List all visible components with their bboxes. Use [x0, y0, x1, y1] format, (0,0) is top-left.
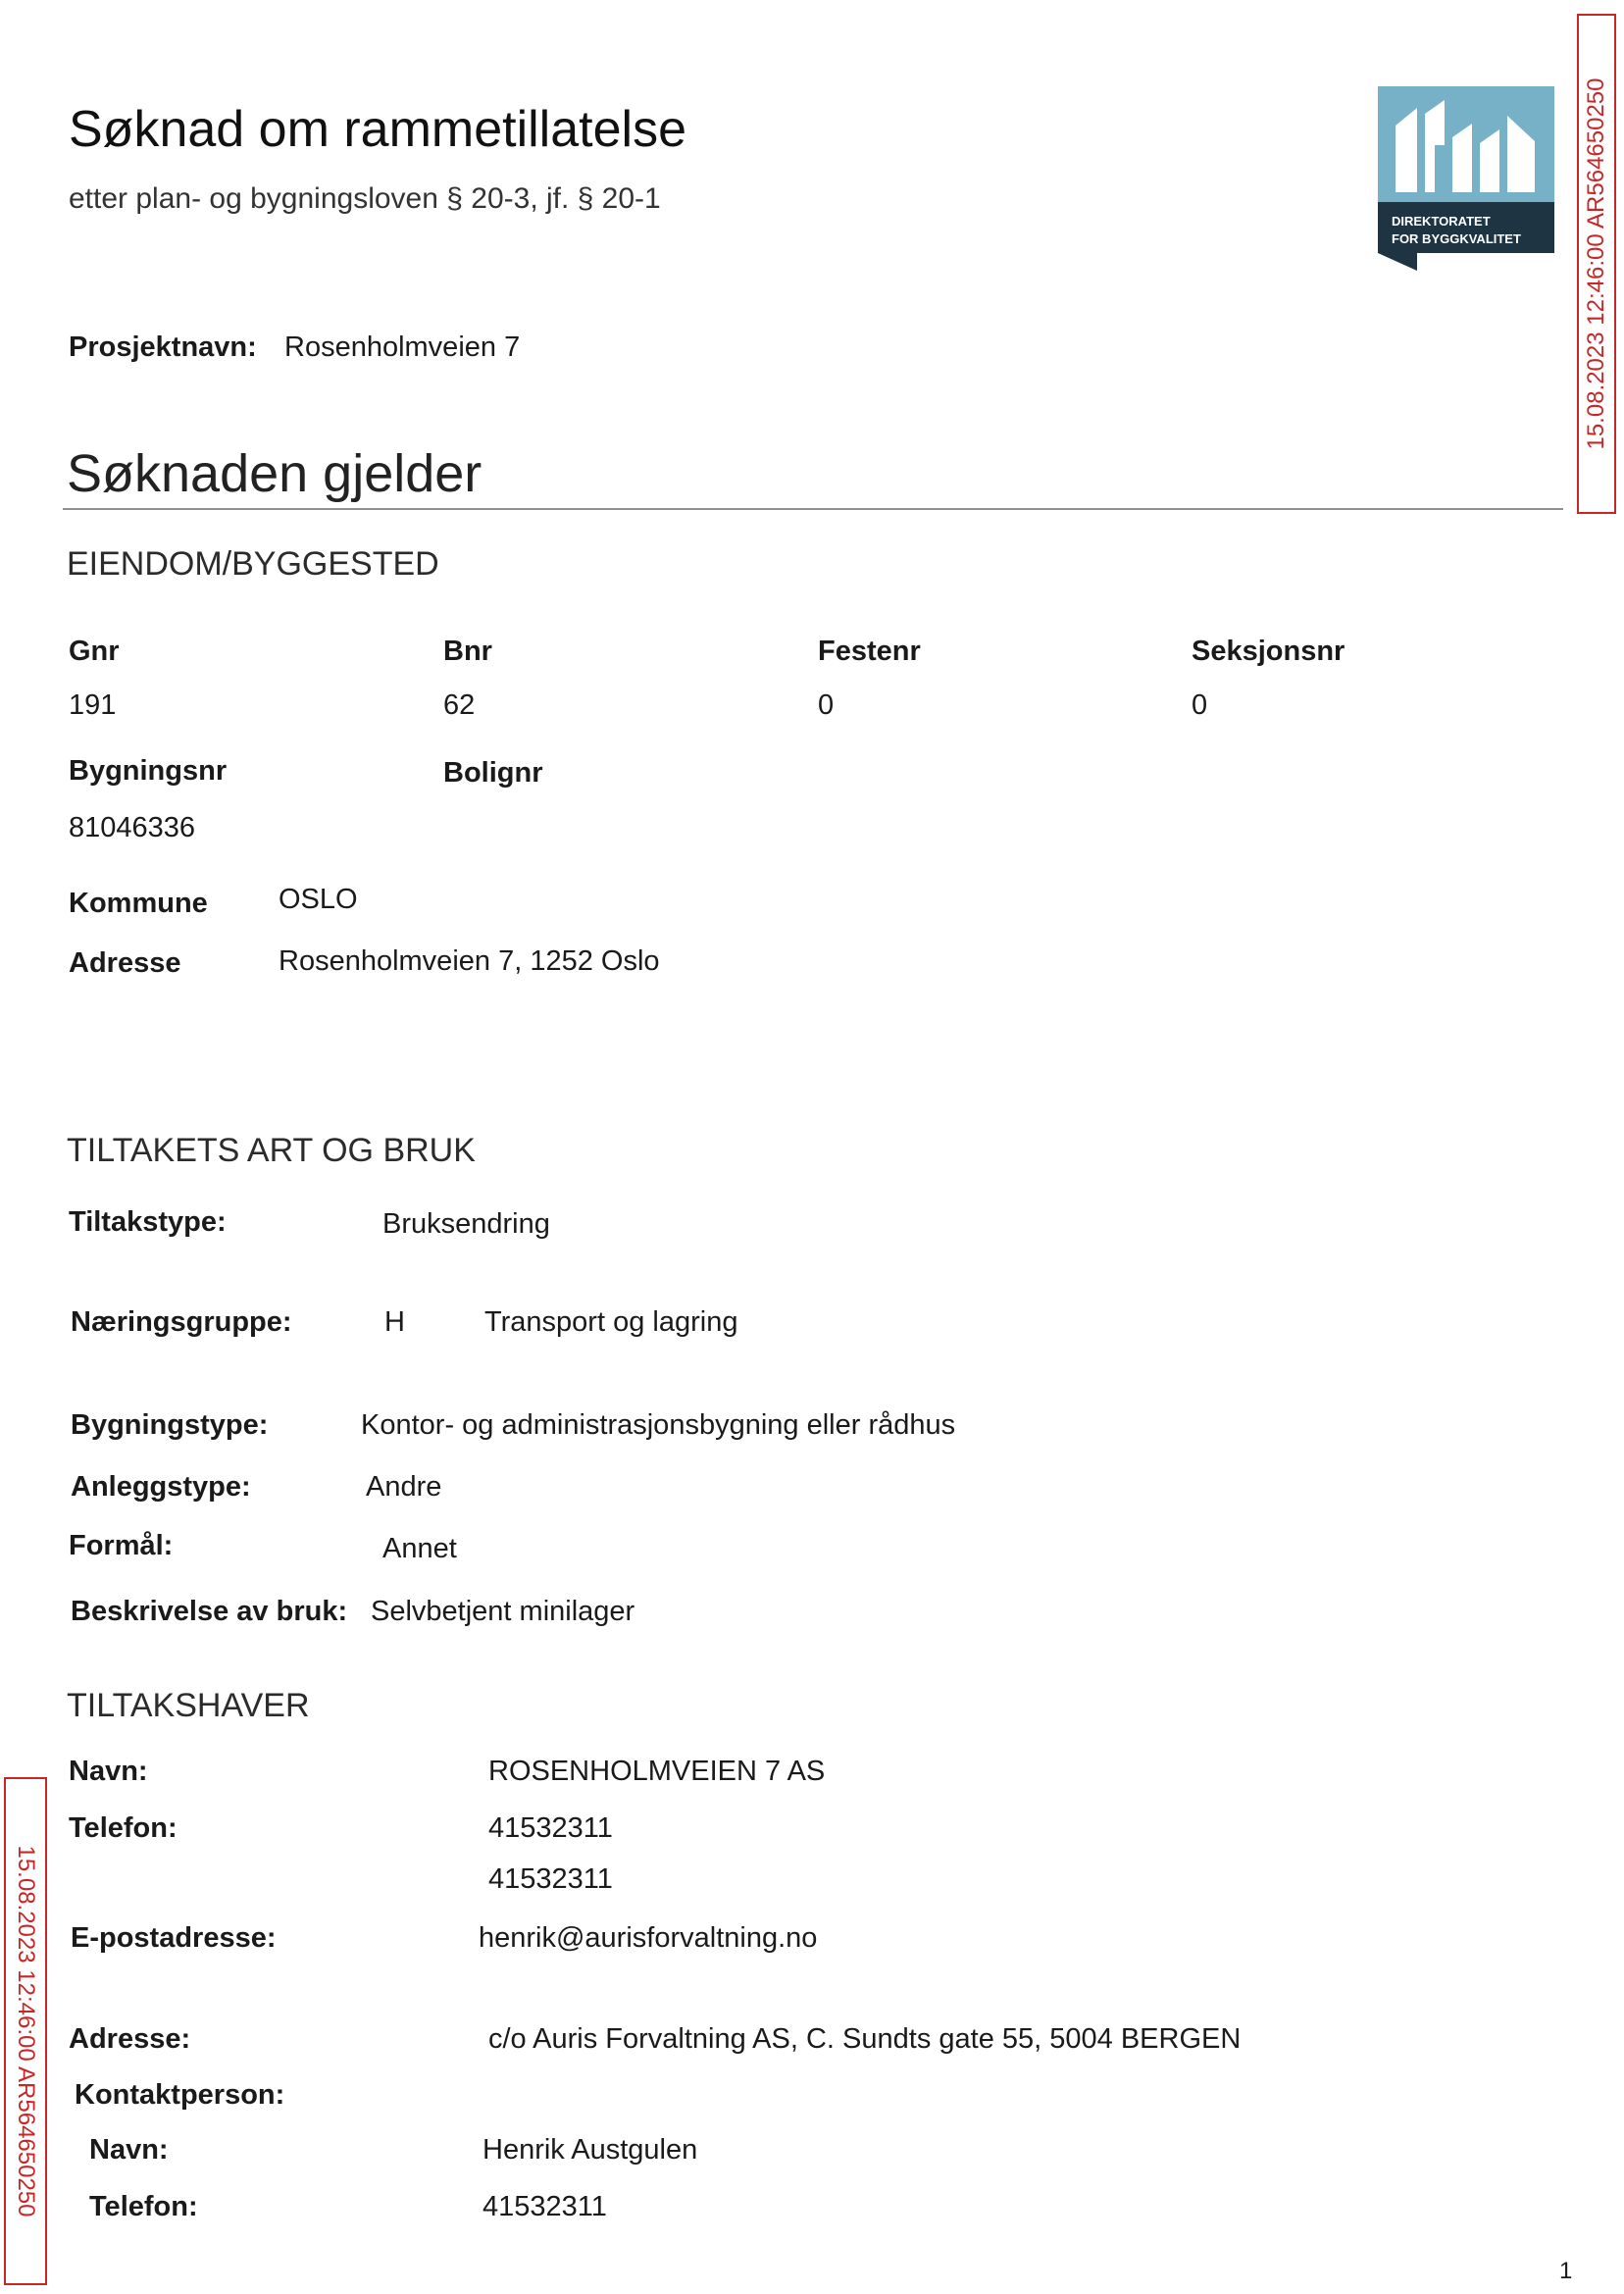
document-subtitle: etter plan- og bygningsloven § 20-3, jf. § 20-1	[69, 182, 661, 215]
timestamp-stamp-right	[1577, 14, 1616, 514]
telefon-value: 41532311	[488, 1812, 613, 1844]
festenr-value: 0	[818, 689, 835, 721]
naeringsgruppe-label: Næringsgruppe:	[71, 1306, 292, 1338]
kontakt-navn-label: Navn:	[89, 2134, 169, 2166]
bnr-label: Bnr	[443, 636, 492, 667]
seksjonsnr-value: 0	[1192, 689, 1208, 721]
bygningstype-value: Kontor- og administrasjonsbygning eller rådhus	[361, 1409, 956, 1441]
project-value: Rosenholmveien 7	[284, 331, 521, 363]
gnr-label: Gnr	[69, 636, 120, 667]
svg-text:FOR BYGGKVALITET: FOR BYGGKVALITET	[1392, 231, 1521, 246]
telefon-label: Telefon:	[69, 1812, 178, 1844]
navn-label: Navn:	[69, 1756, 148, 1787]
festenr-label: Festenr	[818, 636, 921, 667]
gnr-value: 191	[69, 689, 117, 721]
timestamp-stamp-left	[4, 1777, 47, 2285]
tiltak-heading: TILTAKETS ART OG BRUK	[67, 1132, 476, 1169]
beskrivelse-label: Beskrivelse av bruk:	[71, 1596, 348, 1627]
bygningstype-label: Bygningstype:	[71, 1409, 269, 1441]
beskrivelse-value: Selvbetjent minilager	[371, 1596, 635, 1627]
svg-text:DIREKTORATET: DIREKTORATET	[1392, 214, 1491, 229]
formal-value: Annet	[382, 1533, 457, 1564]
kontakt-navn-value: Henrik Austgulen	[482, 2134, 698, 2166]
kontakt-telefon-value: 41532311	[482, 2191, 607, 2222]
dibk-logo	[1378, 86, 1554, 278]
naeringsgruppe-value: Transport og lagring	[484, 1306, 738, 1338]
navn-value: ROSENHOLMVEIEN 7 AS	[488, 1756, 826, 1787]
property-heading: EIENDOM/BYGGESTED	[67, 545, 439, 583]
dibk-logo-icon	[1378, 86, 1554, 278]
anleggstype-value: Andre	[366, 1471, 442, 1503]
tiltakshaver-adresse-label: Adresse:	[69, 2023, 191, 2055]
kontakt-telefon-label: Telefon:	[89, 2191, 198, 2222]
bygningsnr-value: 81046336	[69, 812, 196, 843]
adresse-label: Adresse	[69, 947, 181, 979]
naeringsgruppe-code: H	[384, 1306, 405, 1338]
anleggstype-label: Anleggstype:	[71, 1471, 251, 1503]
document-title: Søknad om rammetillatelse	[69, 101, 686, 158]
formal-label: Formål:	[69, 1530, 174, 1561]
epost-label: E-postadresse:	[71, 1922, 277, 1954]
kontaktperson-label: Kontaktperson:	[75, 2079, 285, 2111]
seksjonsnr-label: Seksjonsnr	[1192, 636, 1345, 667]
kommune-value: OSLO	[279, 884, 358, 915]
kommune-label: Kommune	[69, 888, 208, 919]
stamp-text: 15.08.2023 12:46:00 AR564650250	[13, 1845, 39, 2218]
tiltakshaver-adresse-value: c/o Auris Forvaltning AS, C. Sundts gate 55, 5004 BERGEN	[488, 2023, 1242, 2055]
bolignr-label: Bolignr	[443, 757, 543, 789]
section-divider	[63, 508, 1563, 510]
page-number: 1	[1559, 2258, 1573, 2284]
tiltakstype-label: Tiltakstype:	[69, 1206, 227, 1238]
bygningsnr-label: Bygningsnr	[69, 755, 228, 787]
telefon-value-2: 41532311	[488, 1863, 613, 1895]
adresse-value: Rosenholmveien 7, 1252 Oslo	[279, 945, 660, 977]
tiltakshaver-heading: TILTAKSHAVER	[67, 1687, 310, 1724]
epost-value: henrik@aurisforvaltning.no	[479, 1922, 818, 1954]
section-title: Søknaden gjelder	[67, 444, 482, 503]
stamp-text: 15.08.2023 12:46:00 AR564650250	[1583, 77, 1609, 450]
tiltakstype-value: Bruksendring	[382, 1208, 550, 1240]
bnr-value: 62	[443, 689, 476, 721]
project-label: Prosjektnavn:	[69, 331, 257, 363]
